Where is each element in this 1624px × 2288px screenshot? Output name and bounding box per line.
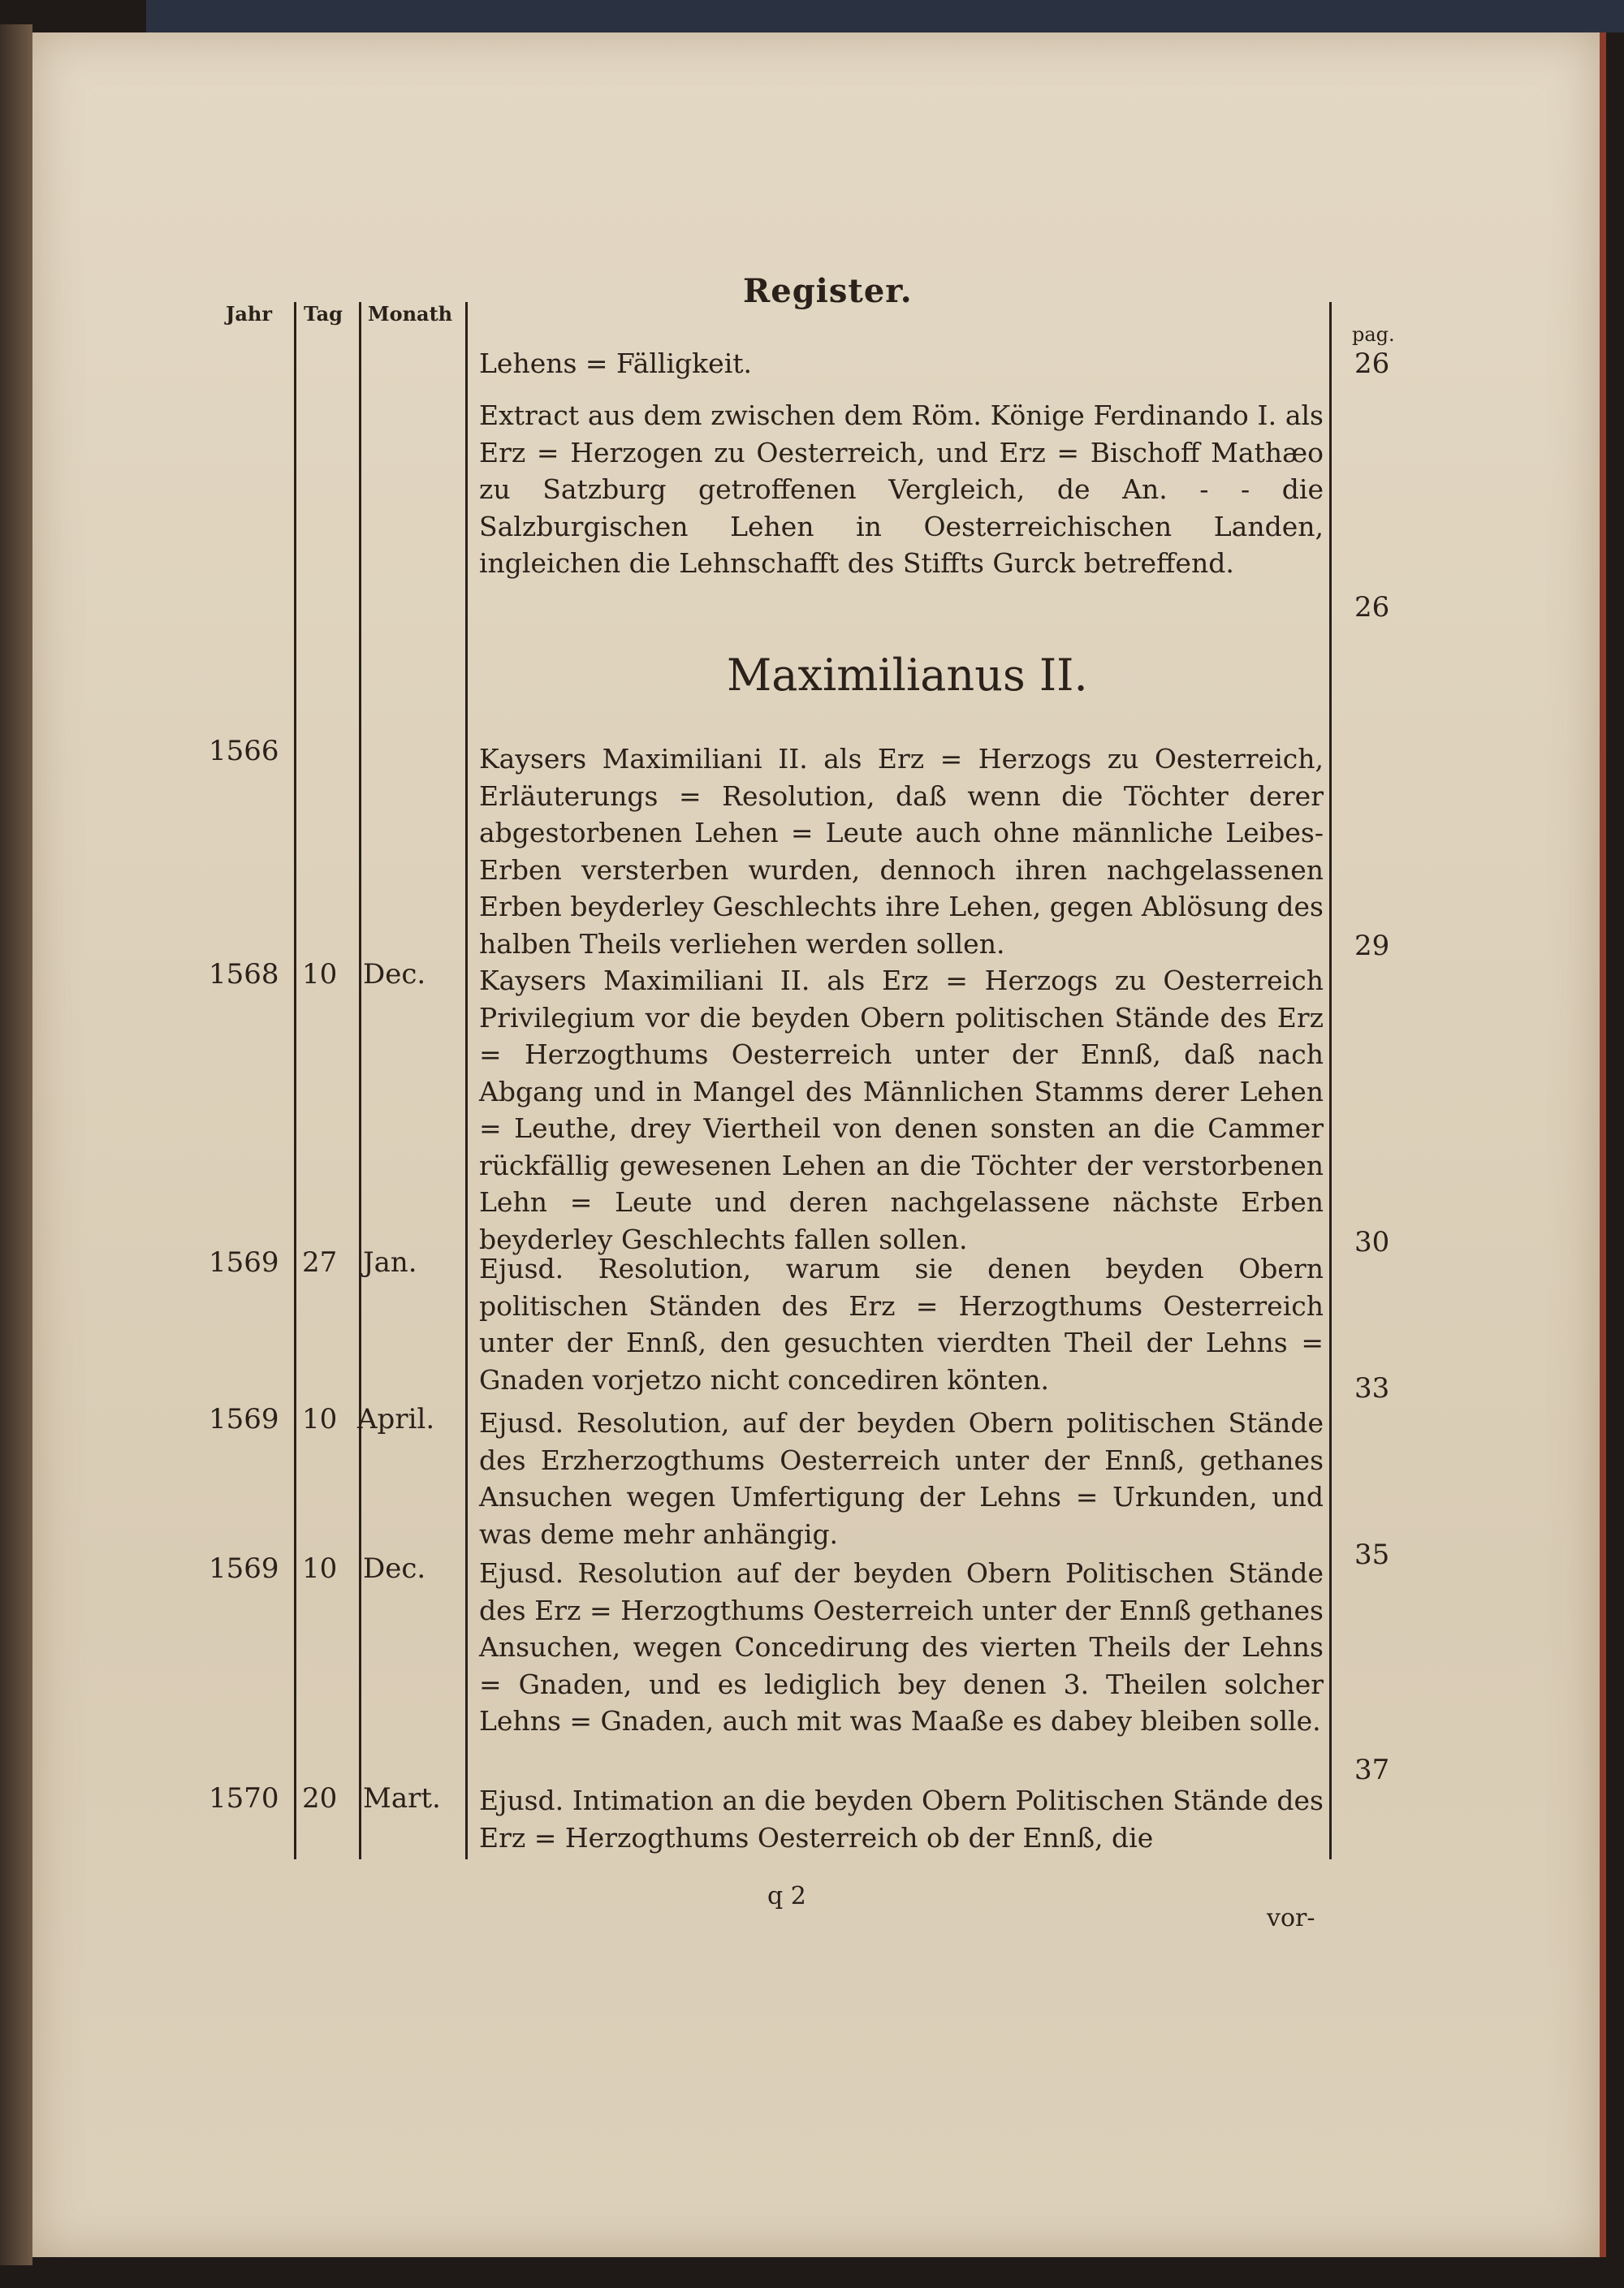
column-rule-2 bbox=[359, 302, 361, 1859]
register-entry-text: Extract aus dem zwischen dem Röm. Könige Ferdinando I. als Erz = Herzogen zu Oesterreich, und Erz = Bischoff Mathæo zu Satzburg getroffenen Vergleich, de An. - - die Salzburgischen Lehen in Oesterreichischen Landen, ingleichen die Lehnschafft des Stiffts Gurck betreffend. bbox=[479, 399, 1324, 579]
section-title: Maximilianus II. bbox=[727, 650, 1088, 701]
catchword: vor- bbox=[1267, 1904, 1315, 1932]
register-entry-month: Mart. bbox=[363, 1782, 441, 1815]
register-entry-text: Ejusd. Resolution auf der beyden Obern Politischen Stände des Erz = Herzogthums Oesterreich unter der Ennß gethanes Ansuchen, wegen Concedirung des vierten Theils der Lehns = Gnaden, und es lediglich bey denen 3. Theilen solcher Lehns = Gnaden, auch mit was Maaße es dabey bleiben solle. bbox=[479, 1557, 1324, 1737]
register-entry-day: 10 bbox=[302, 1552, 338, 1585]
register-entry-year: 1570 bbox=[209, 1782, 279, 1815]
register-entry-text: Ejusd. Intimation an die beyden Obern Politischen Stände des Erz = Herzogthums Oesterreich ob der Ennß, die bbox=[479, 1785, 1324, 1854]
column-header-monath: Monath bbox=[368, 302, 453, 326]
register-entry-text: Kaysers Maximiliani II. als Erz = Herzogs zu Oesterreich, Erläuterungs = Resolution, daß wenn die Töchter derer abgestorbenen Lehen = Leute auch ohne männliche Leibes-Erben versterben wurden, dennoch ihren nachgelassenen Erben beyderley Geschlechts ihre Lehen, gegen Ablösung des halben Theils verliehen werden sollen. bbox=[479, 743, 1324, 960]
register-entry-day: 10 bbox=[302, 958, 338, 991]
register-entry-text: Ejusd. Resolution, warum sie denen beyden Obern politischen Ständen des Erz = Herzogthums Oesterreich unter der Ennß, den gesuchten vierdten Theil der Lehns = Gnaden vorjetzo nicht concediren könten. bbox=[479, 1253, 1324, 1396]
column-header-pag: pag. bbox=[1352, 323, 1395, 346]
book-spine bbox=[0, 24, 32, 2265]
column-header-tag: Tag bbox=[304, 302, 343, 326]
register-entry-page: 26 bbox=[1354, 348, 1390, 380]
column-rule-1 bbox=[294, 302, 296, 1859]
register-entry-day: 27 bbox=[302, 1246, 338, 1279]
register-entry-month: Dec. bbox=[363, 958, 426, 991]
register-entry-month: April. bbox=[357, 1403, 435, 1435]
signature-mark: q 2 bbox=[767, 1882, 806, 1910]
register-entry-year: 1569 bbox=[209, 1403, 279, 1435]
register-entry-month: Jan. bbox=[363, 1246, 417, 1279]
register-entry-year: 1569 bbox=[209, 1552, 279, 1585]
register-entry-page: 26 bbox=[1354, 591, 1390, 624]
register-entry-day: 20 bbox=[302, 1782, 338, 1815]
register-entry-page: 37 bbox=[1354, 1754, 1390, 1786]
register-entry-page: 29 bbox=[1354, 930, 1390, 962]
register-entry-text: Kaysers Maximiliani II. als Erz = Herzogs zu Oesterreich Privilegium vor die beyden Obern politischen Stände des Erz = Herzogthums Oesterreich unter der Ennß, daß nach Abgang und in Mangel des Männlichen Stamms derer Lehen = Leuthe, drey Viertheil von denen sonsten an die Cammer rückfällig gewesenen Lehen an die Töchter der verstorbenen Lehn = Leute und deren nachgelassene nächste Erben beyderley Geschlechts fallen sollen. bbox=[479, 965, 1324, 1255]
running-head: Register. bbox=[743, 272, 913, 310]
register-entry-text: Ejusd. Resolution, auf der beyden Obern politischen Stände des Erzherzogthums Oesterreich unter der Ennß, gethanes Ansuchen wegen Umfertigung der Lehns = Urkunden, und was deme mehr anhängig. bbox=[479, 1407, 1324, 1550]
register-entry-page: 33 bbox=[1354, 1372, 1390, 1405]
register-entry-text: Lehens = Fälligkeit. bbox=[479, 348, 752, 379]
register-entry-year: 1568 bbox=[209, 958, 279, 991]
register-entry-year: 1569 bbox=[209, 1246, 279, 1279]
register-entry-day: 10 bbox=[302, 1403, 338, 1435]
register-entry-year: 1566 bbox=[209, 735, 279, 767]
register-entry-month: Dec. bbox=[363, 1552, 426, 1585]
column-rule-3 bbox=[465, 302, 468, 1859]
register-entry-page: 35 bbox=[1354, 1539, 1390, 1571]
register-entry-page: 30 bbox=[1354, 1226, 1390, 1258]
book-edge-top bbox=[146, 0, 1624, 32]
column-rule-4 bbox=[1329, 302, 1332, 1859]
column-header-jahr: Jahr bbox=[226, 302, 272, 326]
